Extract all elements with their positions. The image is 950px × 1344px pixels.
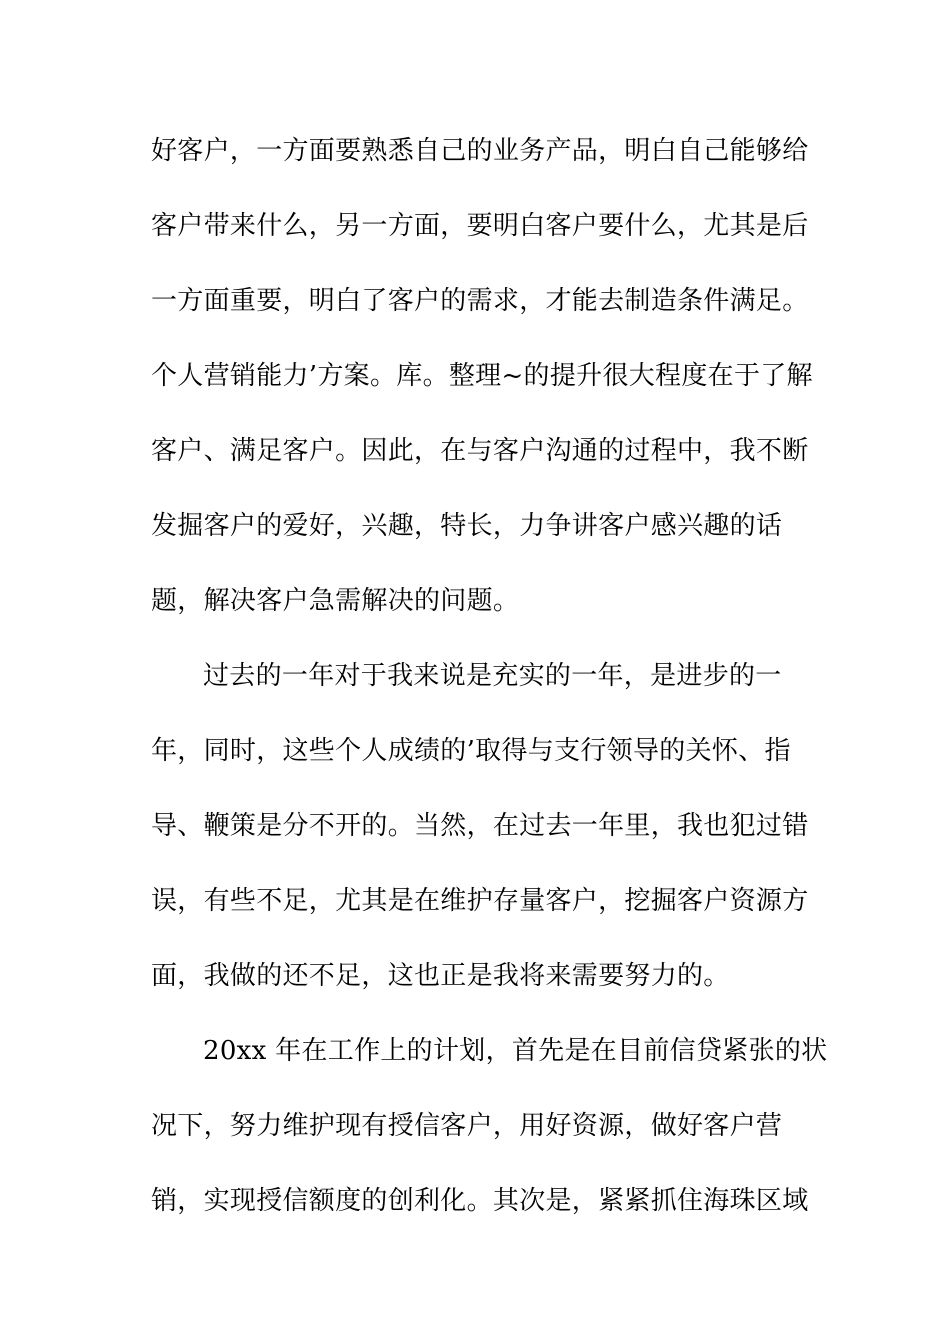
text-line: 误，有些不足，尤其是在维护存量客户，挖掘客户资源方 bbox=[151, 886, 809, 916]
text-line: 发掘客户的爱好，兴趣，特长，力争讲客户感兴趣的话 bbox=[151, 511, 783, 541]
text-line: 年，同时，这些个人成绩的’取得与支行领导的关怀、指 bbox=[151, 736, 791, 766]
paragraph-first-line: 20xx 年在工作上的计划，首先是在目前信贷紧张的状 bbox=[203, 1036, 828, 1066]
text-line: 况下，努力维护现有授信客户，用好资源，做好客户营 bbox=[151, 1111, 783, 1141]
text-line: 客户带来什么，另一方面，要明白客户要什么，尤其是后 bbox=[151, 211, 809, 241]
text-line: 个人营销能力’方案。库。整理~的提升很大程度在于了解 bbox=[151, 361, 813, 391]
text-line: 面，我做的还不足，这也正是我将来需要努力的。 bbox=[151, 961, 730, 991]
text-line: 题，解决客户急需解决的问题。 bbox=[151, 586, 520, 616]
text-line: 一方面重要，明白了客户的需求，才能去制造条件满足。 bbox=[151, 286, 809, 316]
text-line: 客户、满足客户。因此，在与客户沟通的过程中，我不断 bbox=[151, 436, 809, 466]
text-line: 销，实现授信额度的创利化。其次是，紧紧抓住海珠区域 bbox=[151, 1186, 809, 1216]
text-line: 好客户，一方面要熟悉自己的业务产品，明白自己能够给 bbox=[151, 136, 809, 166]
text-line: 导、鞭策是分不开的。当然，在过去一年里，我也犯过错 bbox=[151, 811, 809, 841]
paragraph-first-line: 过去的一年对于我来说是充实的一年，是进步的一 bbox=[203, 661, 782, 691]
